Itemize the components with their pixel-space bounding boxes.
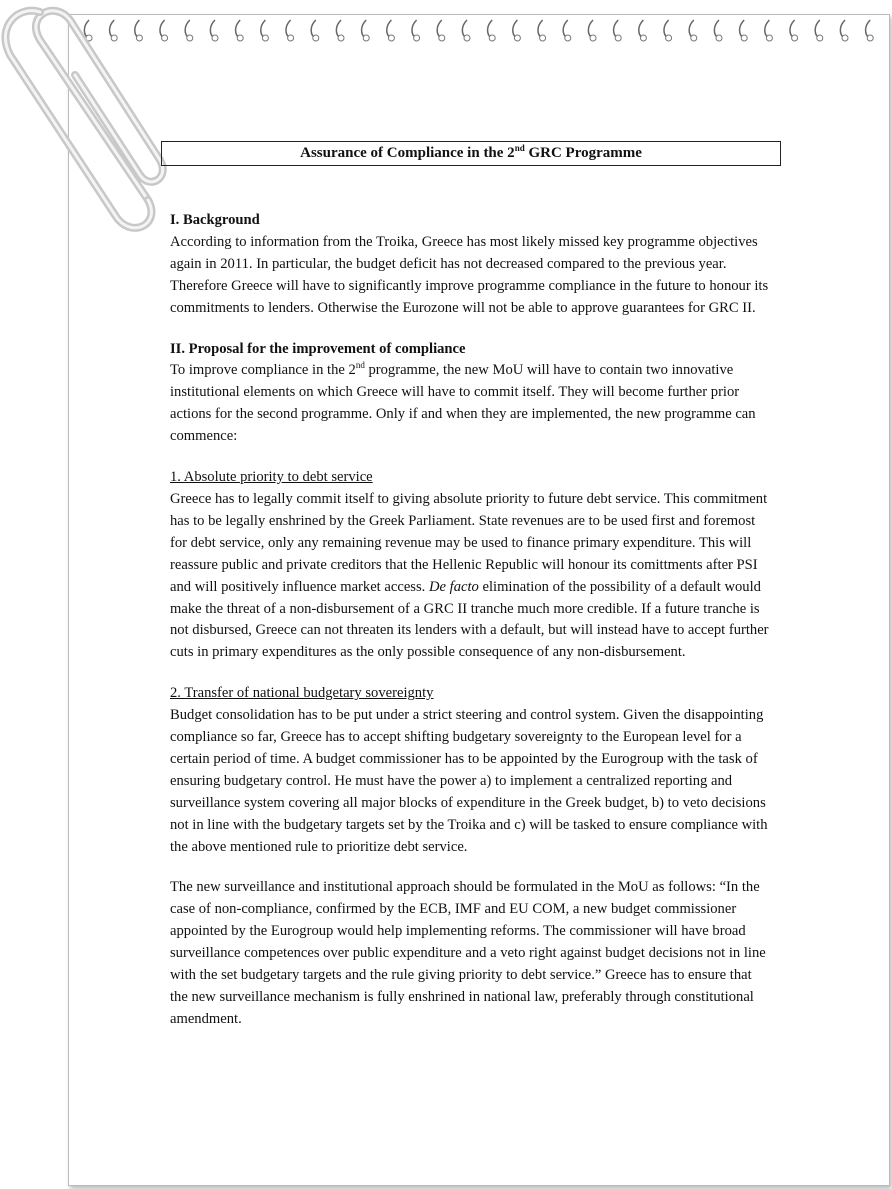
binding-ring	[462, 20, 470, 41]
text-run: not in line with the budgetary targets set by the Troika and c) will be tasked to ensure compliance with	[170, 816, 768, 833]
text-line	[170, 577, 810, 599]
text-line	[170, 921, 810, 943]
text-line	[170, 382, 810, 404]
text-line	[170, 426, 810, 448]
section-heading: 1. Absolute priority to debt service	[170, 469, 373, 486]
title-superscript: nd	[514, 143, 525, 153]
binding-ring	[488, 20, 496, 41]
title-text-end: GRC Programme	[524, 145, 642, 161]
text-run: Greece has to legally commit itself to giving absolute priority to future debt service. This commitment	[170, 490, 768, 507]
binding-ring	[513, 20, 521, 41]
text-line	[170, 642, 810, 664]
text-line	[170, 965, 810, 987]
section	[170, 877, 810, 1030]
binding-ring	[689, 20, 697, 41]
text-run: De facto	[428, 578, 479, 595]
text-line	[170, 899, 810, 921]
title-text: Assurance of Compliance in the 2	[300, 145, 515, 161]
text-run: again in 2011. In particular, the budget deficit has not decreased compared to the previous year.	[170, 255, 727, 272]
section-heading: I. Background	[170, 212, 260, 228]
text-run: and will positively influence market access.	[170, 578, 429, 595]
text-line	[170, 404, 810, 426]
text-line	[170, 511, 810, 533]
text-line	[170, 533, 810, 555]
text-run: with the set budgetary targets and the rule giving priority to debt service.” Greece has to ensure that	[170, 967, 752, 984]
text-line	[170, 815, 810, 837]
text-line	[170, 987, 810, 1009]
text-run: commitments to lenders. Otherwise the Eurozone will not be able to approve guarantees for GRC II.	[170, 299, 756, 316]
binding-ring	[639, 20, 647, 41]
binding-ring	[563, 20, 571, 41]
text-line	[170, 705, 810, 727]
page-title	[161, 141, 781, 166]
text-run: case of non-compliance, confirmed by the ECB, IMF and EU COM, a new budget commissioner	[170, 901, 737, 918]
text-line	[170, 620, 810, 642]
text-run: certain period of time. A budget commissioner has to be appointed by the Eurogroup with the task of	[170, 750, 758, 767]
text-run: amendment.	[170, 1010, 242, 1027]
text-run: not disbursed, Greece can not threaten its lenders with a default, but will instead have to accept further	[170, 622, 769, 639]
binding-ring	[840, 20, 848, 41]
text-line	[170, 1009, 810, 1031]
text-run: compliance so far, Greece has to accept shifting budgetary sovereignty to the European level for a	[170, 729, 742, 746]
binding-ring	[210, 20, 218, 41]
text-run: has to be legally enshrined by the Greek Parliament. State revenues are to be used first and foremost	[170, 512, 756, 529]
text-run: reassure public and private creditors that the Hellenic Republic will honour its comittments after PSI	[170, 556, 758, 573]
section	[170, 467, 810, 664]
text-line	[170, 793, 810, 815]
text-run: the new surveillance mechanism is fully enshrined in national law, preferably through constitutional	[170, 989, 754, 1005]
binding-ring	[311, 20, 319, 41]
text-line	[170, 254, 810, 276]
text-line	[170, 599, 810, 621]
text-line	[170, 232, 810, 254]
binding-ring	[588, 20, 596, 41]
binding-ring	[437, 20, 445, 41]
text-run: cuts in primary expenditures as the only possible consequence of any non-disbursement.	[170, 644, 686, 661]
binding-ring	[336, 20, 344, 41]
text-run: ensuring budgetary control. He must have the power a) to implement a centralized reporting and	[170, 772, 733, 789]
binding-ring	[765, 20, 773, 41]
text-run: make the threat of a non-disbursement of a GRC II tranche much more credible. If a future tranche is	[170, 600, 760, 617]
text-line	[170, 276, 810, 298]
text-run: elimination of the possibility of a default would	[478, 578, 761, 595]
text-line	[170, 943, 810, 965]
text-line	[170, 489, 810, 511]
text-run: Budget consolidation has to be put under a strict steering and control system. Given the disappointing	[170, 707, 764, 724]
text-line	[170, 727, 810, 749]
text-run: Therefore Greece will have to significantly improve programme compliance in the future to honour its	[170, 277, 769, 294]
text-run: appointed by the Eurogroup would help implementing reforms. The commissioner will have broad	[170, 923, 746, 940]
binding-ring	[286, 20, 294, 41]
text-run: surveillance competences over public expenditure and a veto right against budget decisions not in line	[170, 945, 766, 962]
text-run: actions for the second programme. Only if and when they are implemented, the new programme can	[170, 406, 756, 423]
text-run: nd	[355, 360, 365, 371]
text-line	[170, 555, 810, 577]
text-line	[170, 749, 810, 771]
binding-ring	[236, 20, 244, 41]
text-line	[170, 771, 810, 793]
section	[170, 339, 810, 449]
binding-ring	[866, 20, 874, 41]
binding-ring	[664, 20, 672, 41]
section	[170, 683, 810, 858]
text-run: commence:	[170, 428, 238, 445]
binding-ring	[714, 20, 722, 41]
text-line	[170, 837, 810, 859]
text-run: The new surveillance and institutional approach should be formulated in the MoU as follows: “In the	[170, 879, 760, 896]
binding-ring	[261, 20, 269, 41]
binding-ring	[412, 20, 420, 41]
text-run: institutional elements on which Greece will have to commit itself. They will become further prior	[170, 384, 740, 401]
text-run: surveillance system covering all major blocks of expenditure in the Greek budget, b) to veto decisions	[170, 794, 766, 811]
text-line	[170, 360, 810, 382]
section-heading: 2. Transfer of national budgetary sovereignty	[170, 685, 434, 702]
text-line	[170, 877, 810, 899]
text-run: To improve compliance in the 2	[170, 362, 356, 379]
binding-ring	[538, 20, 546, 41]
text-run: According to information from the Troika, Greece has most likely missed key programme objectives	[170, 233, 758, 250]
binding-ring	[614, 20, 622, 41]
document-body	[170, 210, 810, 1050]
text-line	[170, 298, 810, 320]
binding-ring	[740, 20, 748, 41]
binding-ring	[815, 20, 823, 41]
binding-ring	[790, 20, 798, 41]
section	[170, 210, 810, 320]
text-run: programme, the new MoU will have to contain two innovative	[364, 362, 734, 379]
binding-ring	[362, 20, 370, 41]
section-heading: II. Proposal for the improvement of compliance	[170, 340, 466, 357]
text-run: the above mentioned rule to prioritize debt service.	[170, 838, 468, 855]
binding-ring	[387, 20, 395, 41]
text-run: for debt service, only any remaining revenue may be used to finance primary expenditure. This will	[170, 534, 752, 551]
